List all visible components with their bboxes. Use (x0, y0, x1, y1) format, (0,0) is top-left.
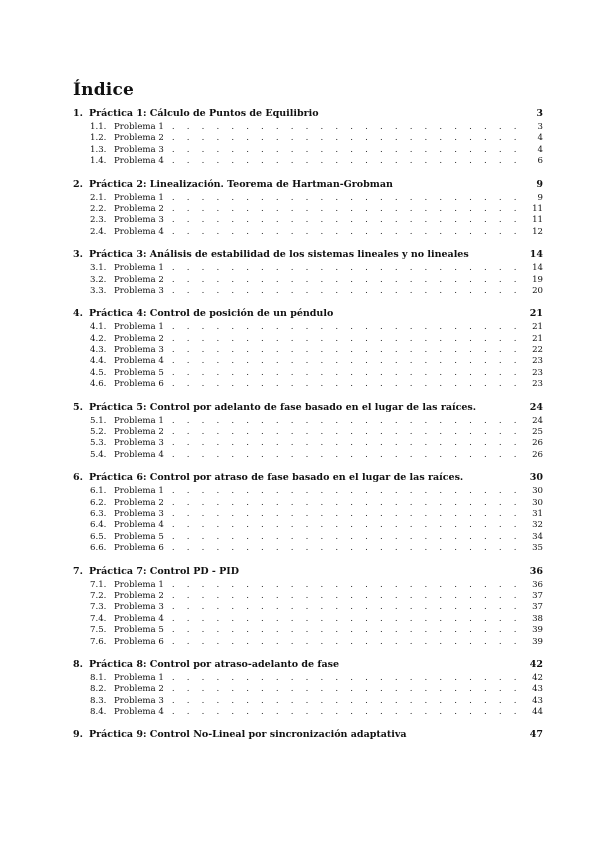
toc-section (73, 566, 543, 648)
subsection-title: Problema 2 (114, 133, 164, 144)
toc-subsection-entry[interactable] (73, 193, 543, 204)
subsection-page-number: 20 (532, 285, 543, 296)
subsection-title: Problema 1 (114, 415, 164, 426)
subsection-page-number: 30 (532, 486, 543, 497)
subsection-page-number: 21 (532, 322, 543, 333)
subsection-page-number: 14 (532, 263, 543, 274)
section-title: Práctica 8: Control por atraso-adelanto de fase (89, 658, 340, 670)
dot-leader (172, 427, 525, 437)
toc-section-entry[interactable] (73, 566, 543, 580)
subsection-title: Problema 2 (114, 427, 164, 438)
dot-leader (172, 498, 525, 508)
toc-subsection-entry[interactable] (73, 438, 543, 449)
section-number: 1. (73, 108, 83, 119)
section-number: 4. (73, 308, 83, 320)
dot-leader (172, 450, 525, 460)
subsection-page-number: 42 (532, 672, 543, 683)
subsection-page-number: 23 (532, 356, 543, 367)
subsection-page-number: 23 (532, 379, 543, 390)
dot-leader (172, 438, 525, 448)
toc-subsection-entry[interactable] (73, 215, 543, 226)
table-of-contents (73, 108, 543, 754)
toc-subsection-entry[interactable] (73, 133, 543, 144)
section-page-number: 36 (529, 565, 543, 577)
subsection-title: Problema 1 (114, 322, 164, 333)
toc-section (73, 472, 543, 554)
dot-leader (172, 379, 525, 389)
subsection-title: Problema 5 (114, 625, 164, 636)
dot-leader (172, 696, 525, 706)
toc-subsection-entry[interactable] (73, 602, 543, 613)
dot-leader (172, 356, 525, 366)
subsection-page-number: 24 (532, 415, 543, 426)
dot-leader (172, 684, 525, 694)
toc-section (73, 729, 543, 743)
dot-leader (172, 532, 525, 542)
dot-leader (172, 591, 525, 601)
subsection-title: Problema 3 (114, 508, 164, 519)
subsection-page-number: 4 (537, 133, 543, 144)
dot-leader (172, 486, 525, 496)
dot-leader (172, 156, 525, 166)
section-title: Práctica 2: Linealización. Teorema de Hartman-Grobman (89, 178, 393, 190)
toc-subsection-entry[interactable] (73, 498, 543, 509)
toc-subsection-entry[interactable] (73, 637, 543, 648)
dot-leader (172, 673, 525, 683)
toc-section-entry[interactable] (73, 472, 543, 486)
subsection-number: 3.2. (90, 274, 107, 285)
subsection-number: 7.3. (90, 602, 107, 613)
subsection-title: Problema 1 (114, 579, 164, 590)
toc-section (73, 308, 543, 390)
subsection-title: Problema 6 (114, 636, 164, 647)
subsection-page-number: 36 (532, 579, 543, 590)
section-page-number: 21 (529, 308, 543, 320)
subsection-title: Problema 1 (114, 486, 164, 497)
subsection-title: Problema 2 (114, 274, 164, 285)
subsection-number: 2.3. (90, 215, 107, 226)
toc-subsection-entry[interactable] (73, 275, 543, 286)
subsection-number: 5.4. (90, 449, 107, 460)
section-number: 7. (73, 565, 83, 577)
toc-section (73, 402, 543, 462)
subsection-title: Problema 5 (114, 367, 164, 378)
dot-leader (172, 122, 525, 132)
toc-subsection-entry[interactable] (73, 696, 543, 707)
subsection-page-number: 3 (537, 122, 543, 132)
toc-subsection-entry[interactable] (73, 156, 543, 167)
section-number: 9. (73, 729, 83, 741)
toc-section (73, 659, 543, 719)
subsection-page-number: 31 (532, 508, 543, 519)
toc-section-entry[interactable] (73, 308, 543, 322)
toc-subsection-entry[interactable] (73, 286, 543, 297)
subsection-page-number: 4 (537, 144, 543, 155)
subsection-page-number: 12 (532, 226, 543, 237)
subsection-number: 7.4. (90, 613, 107, 624)
subsection-title: Problema 3 (114, 144, 164, 155)
subsection-page-number: 32 (532, 520, 543, 531)
subsection-page-number: 19 (532, 274, 543, 285)
toc-subsection-entry[interactable] (73, 145, 543, 156)
toc-subsection-entry[interactable] (73, 673, 543, 684)
subsection-page-number: 25 (532, 427, 543, 438)
section-title: Práctica 1: Cálculo de Puntos de Equilibrio (89, 108, 319, 119)
subsection-title: Problema 3 (114, 695, 164, 706)
subsection-number: 6.3. (90, 508, 107, 519)
toc-section-entry[interactable] (73, 108, 543, 122)
section-number: 2. (73, 178, 83, 190)
toc-section-entry[interactable] (73, 729, 543, 743)
subsection-page-number: 39 (532, 636, 543, 647)
dot-leader (172, 614, 525, 624)
subsection-page-number: 11 (532, 203, 543, 214)
toc-subsection-entry[interactable] (73, 543, 543, 554)
dot-leader (172, 637, 525, 647)
section-page-number: 42 (529, 658, 543, 670)
subsection-number: 3.1. (90, 263, 107, 274)
subsection-number: 6.4. (90, 520, 107, 531)
subsection-page-number: 26 (532, 449, 543, 460)
toc-subsection-entry[interactable] (73, 532, 543, 543)
subsection-page-number: 37 (532, 590, 543, 601)
subsection-number: 1.1. (90, 122, 107, 132)
subsection-page-number: 9 (537, 192, 543, 203)
section-number: 5. (73, 401, 83, 413)
dot-leader (172, 520, 525, 530)
toc-subsection-entry[interactable] (73, 356, 543, 367)
toc-section (73, 179, 543, 239)
toc-subsection-entry[interactable] (73, 204, 543, 215)
dot-leader (172, 215, 525, 225)
subsection-number: 1.2. (90, 133, 107, 144)
subsection-page-number: 21 (532, 333, 543, 344)
toc-subsection-entry[interactable] (73, 227, 543, 238)
section-page-number: 24 (529, 401, 543, 413)
subsection-title: Problema 6 (114, 543, 164, 554)
dot-leader (172, 133, 525, 143)
dot-leader (172, 345, 525, 355)
toc-subsection-entry[interactable] (73, 322, 543, 333)
subsection-title: Problema 1 (114, 672, 164, 683)
subsection-page-number: 35 (532, 543, 543, 554)
subsection-page-number: 43 (532, 695, 543, 706)
section-title: Práctica 3: Análisis de estabilidad de los sistemas lineales y no lineales (89, 249, 469, 261)
dot-leader (172, 334, 525, 344)
toc-section (73, 249, 543, 297)
dot-leader (172, 416, 525, 426)
subsection-number: 2.4. (90, 226, 107, 237)
dot-leader (172, 263, 525, 273)
subsection-page-number: 37 (532, 602, 543, 613)
toc-subsection-entry[interactable] (73, 263, 543, 274)
subsection-number: 4.1. (90, 322, 107, 333)
dot-leader (172, 286, 525, 296)
subsection-number: 4.6. (90, 379, 107, 390)
toc-subsection-entry[interactable] (73, 450, 543, 461)
subsection-title: Problema 3 (114, 438, 164, 449)
dot-leader (172, 509, 525, 519)
subsection-number: 7.1. (90, 579, 107, 590)
toc-subsection-entry[interactable] (73, 625, 543, 636)
subsection-page-number: 23 (532, 367, 543, 378)
section-title: Práctica 9: Control No-Lineal por sincronización adaptativa (89, 729, 407, 741)
subsection-number: 4.4. (90, 356, 107, 367)
toc-subsection-entry[interactable] (73, 379, 543, 390)
dot-leader (172, 193, 525, 203)
toc-subsection-entry[interactable] (73, 580, 543, 591)
subsection-title: Problema 3 (114, 602, 164, 613)
subsection-number: 2.1. (90, 192, 107, 203)
section-page-number: 3 (536, 108, 543, 119)
subsection-number: 1.4. (90, 156, 107, 167)
page-title: Índice (73, 80, 135, 100)
toc-subsection-entry[interactable] (73, 509, 543, 520)
toc-subsection-entry[interactable] (73, 334, 543, 345)
toc-subsection-entry[interactable] (73, 427, 543, 438)
section-title: Práctica 4: Control de posición de un péndulo (89, 308, 334, 320)
subsection-number: 5.2. (90, 427, 107, 438)
subsection-page-number: 30 (532, 497, 543, 508)
subsection-number: 5.3. (90, 438, 107, 449)
dot-leader (172, 227, 525, 237)
subsection-title: Problema 2 (114, 684, 164, 695)
toc-section-entry[interactable] (73, 179, 543, 193)
toc-subsection-entry[interactable] (73, 591, 543, 602)
subsection-page-number: 43 (532, 684, 543, 695)
subsection-title: Problema 4 (114, 613, 164, 624)
dot-leader (172, 602, 525, 612)
dot-leader (172, 275, 525, 285)
subsection-number: 8.1. (90, 672, 107, 683)
subsection-number: 1.3. (90, 144, 107, 155)
toc-subsection-entry[interactable] (73, 707, 543, 718)
toc-section-entry[interactable] (73, 659, 543, 673)
subsection-title: Problema 2 (114, 497, 164, 508)
section-title: Práctica 5: Control por adelanto de fase basado en el lugar de las raíces. (89, 401, 477, 413)
subsection-number: 4.2. (90, 333, 107, 344)
subsection-title: Problema 1 (114, 122, 164, 132)
subsection-number: 7.2. (90, 590, 107, 601)
subsection-page-number: 38 (532, 613, 543, 624)
subsection-title: Problema 4 (114, 226, 164, 237)
subsection-number: 8.4. (90, 707, 107, 718)
dot-leader (172, 543, 525, 553)
subsection-title: Problema 2 (114, 333, 164, 344)
subsection-title: Problema 1 (114, 192, 164, 203)
toc-subsection-entry[interactable] (73, 684, 543, 695)
dot-leader (172, 625, 525, 635)
dot-leader (172, 707, 525, 717)
section-page-number: 9 (536, 178, 543, 190)
subsection-title: Problema 4 (114, 356, 164, 367)
section-number: 6. (73, 472, 83, 484)
subsection-number: 8.2. (90, 684, 107, 695)
subsection-page-number: 39 (532, 625, 543, 636)
subsection-number: 6.2. (90, 497, 107, 508)
toc-subsection-entry[interactable] (73, 486, 543, 497)
section-title: Práctica 6: Control por atraso de fase basado en el lugar de las raíces. (89, 472, 464, 484)
dot-leader (172, 322, 525, 332)
subsection-number: 4.3. (90, 345, 107, 356)
subsection-page-number: 6 (537, 156, 543, 167)
subsection-title: Problema 2 (114, 590, 164, 601)
subsection-title: Problema 6 (114, 379, 164, 390)
subsection-title: Problema 4 (114, 707, 164, 718)
subsection-title: Problema 3 (114, 345, 164, 356)
section-number: 3. (73, 249, 83, 261)
dot-leader (172, 368, 525, 378)
subsection-title: Problema 4 (114, 520, 164, 531)
subsection-title: Problema 1 (114, 263, 164, 274)
subsection-number: 4.5. (90, 367, 107, 378)
section-title: Práctica 7: Control PD - PID (89, 565, 239, 577)
subsection-number: 8.3. (90, 695, 107, 706)
toc-subsection-entry[interactable] (73, 122, 543, 133)
subsection-title: Problema 2 (114, 203, 164, 214)
section-page-number: 47 (529, 729, 543, 741)
toc-subsection-entry[interactable] (73, 345, 543, 356)
section-page-number: 30 (529, 472, 543, 484)
section-page-number: 14 (529, 249, 543, 261)
subsection-title: Problema 3 (114, 215, 164, 226)
toc-section-entry[interactable] (73, 249, 543, 263)
toc-section-entry[interactable] (73, 402, 543, 416)
subsection-title: Problema 4 (114, 449, 164, 460)
subsection-number: 6.5. (90, 531, 107, 542)
subsection-number: 6.1. (90, 486, 107, 497)
toc-subsection-entry[interactable] (73, 416, 543, 427)
subsection-number: 5.1. (90, 415, 107, 426)
subsection-page-number: 22 (532, 345, 543, 356)
subsection-title: Problema 3 (114, 285, 164, 296)
subsection-page-number: 44 (532, 707, 543, 718)
subsection-page-number: 26 (532, 438, 543, 449)
dot-leader (172, 580, 525, 590)
subsection-page-number: 11 (532, 215, 543, 226)
section-number: 8. (73, 658, 83, 670)
toc-section (73, 108, 543, 168)
subsection-number: 7.5. (90, 625, 107, 636)
subsection-number: 6.6. (90, 543, 107, 554)
subsection-number: 3.3. (90, 285, 107, 296)
toc-subsection-entry[interactable] (73, 520, 543, 531)
subsection-title: Problema 5 (114, 531, 164, 542)
subsection-number: 2.2. (90, 203, 107, 214)
dot-leader (172, 204, 525, 214)
dot-leader (172, 145, 525, 155)
subsection-number: 7.6. (90, 636, 107, 647)
toc-subsection-entry[interactable] (73, 368, 543, 379)
subsection-title: Problema 4 (114, 156, 164, 167)
subsection-page-number: 34 (532, 531, 543, 542)
toc-subsection-entry[interactable] (73, 614, 543, 625)
